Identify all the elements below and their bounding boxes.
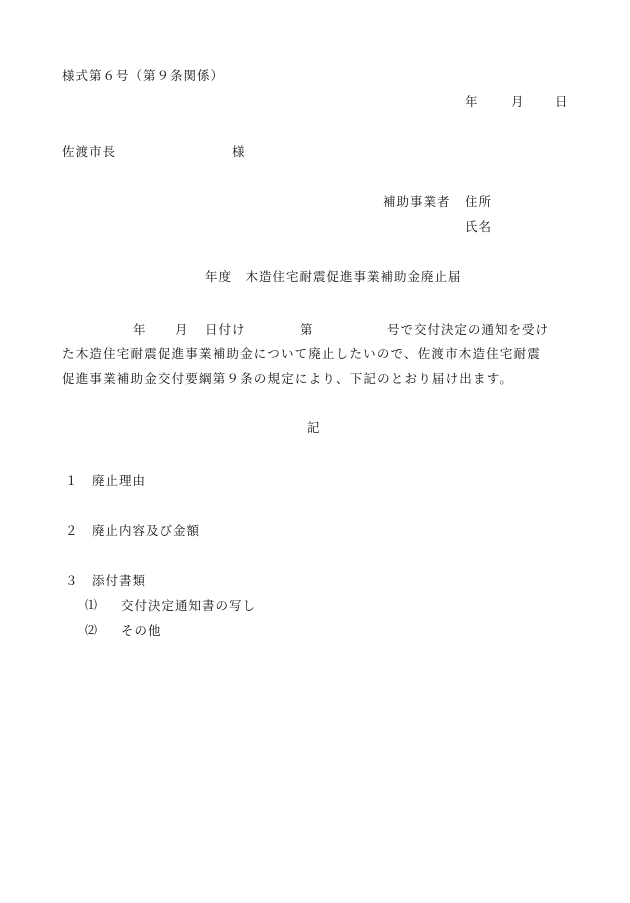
applicant-address-label: 住所 <box>465 194 493 209</box>
date-year-label: 年 <box>465 94 479 109</box>
applicant-label: 補助事業者 <box>383 194 451 209</box>
date-day-label: 日 <box>555 94 569 109</box>
addressee-honorific: 様 <box>232 144 246 159</box>
body-month-label: 月 <box>175 322 189 337</box>
body-number-prefix: 第 <box>300 322 314 337</box>
item-label-attachments: 添付書類 <box>92 573 147 588</box>
sub-item-label-decision-notice-copy: 交付決定通知書の写し <box>121 598 257 613</box>
item-label-abolition-details: 廃止内容及び金額 <box>92 523 201 538</box>
item-label-abolition-reason: 廃止理由 <box>92 473 147 488</box>
body-year-label: 年 <box>133 322 147 337</box>
ki-heading: 記 <box>307 420 321 435</box>
sub-item-label-other: その他 <box>121 623 162 638</box>
applicant-name-label: 氏名 <box>465 219 493 234</box>
body-paragraph-line-3: 促進事業補助金交付要綱第９条の規定により、下記のとおり届け出ます。 <box>62 371 514 386</box>
body-line1-text: 号で交付決定の通知を受け <box>387 322 550 337</box>
sub-item-number: ⑴ <box>85 598 98 612</box>
sub-item-number: ⑵ <box>85 623 98 637</box>
date-month-label: 月 <box>511 94 525 109</box>
body-dated-label: 日付け <box>205 322 246 337</box>
item-number: ２ <box>65 523 78 538</box>
body-paragraph-line-2: た木造住宅耐震促進事業補助金について廃止したいので、佐渡市木造住宅耐震 <box>62 346 542 361</box>
form-number: 様式第６号（第９条関係） <box>62 68 225 83</box>
body-paragraph-line-1 <box>62 320 572 340</box>
addressee-name: 佐渡市長 <box>62 144 117 159</box>
item-number: １ <box>65 473 78 488</box>
item-number: ３ <box>65 573 78 588</box>
document-title: 年度 木造住宅耐震促進事業補助金廃止届 <box>205 269 462 284</box>
